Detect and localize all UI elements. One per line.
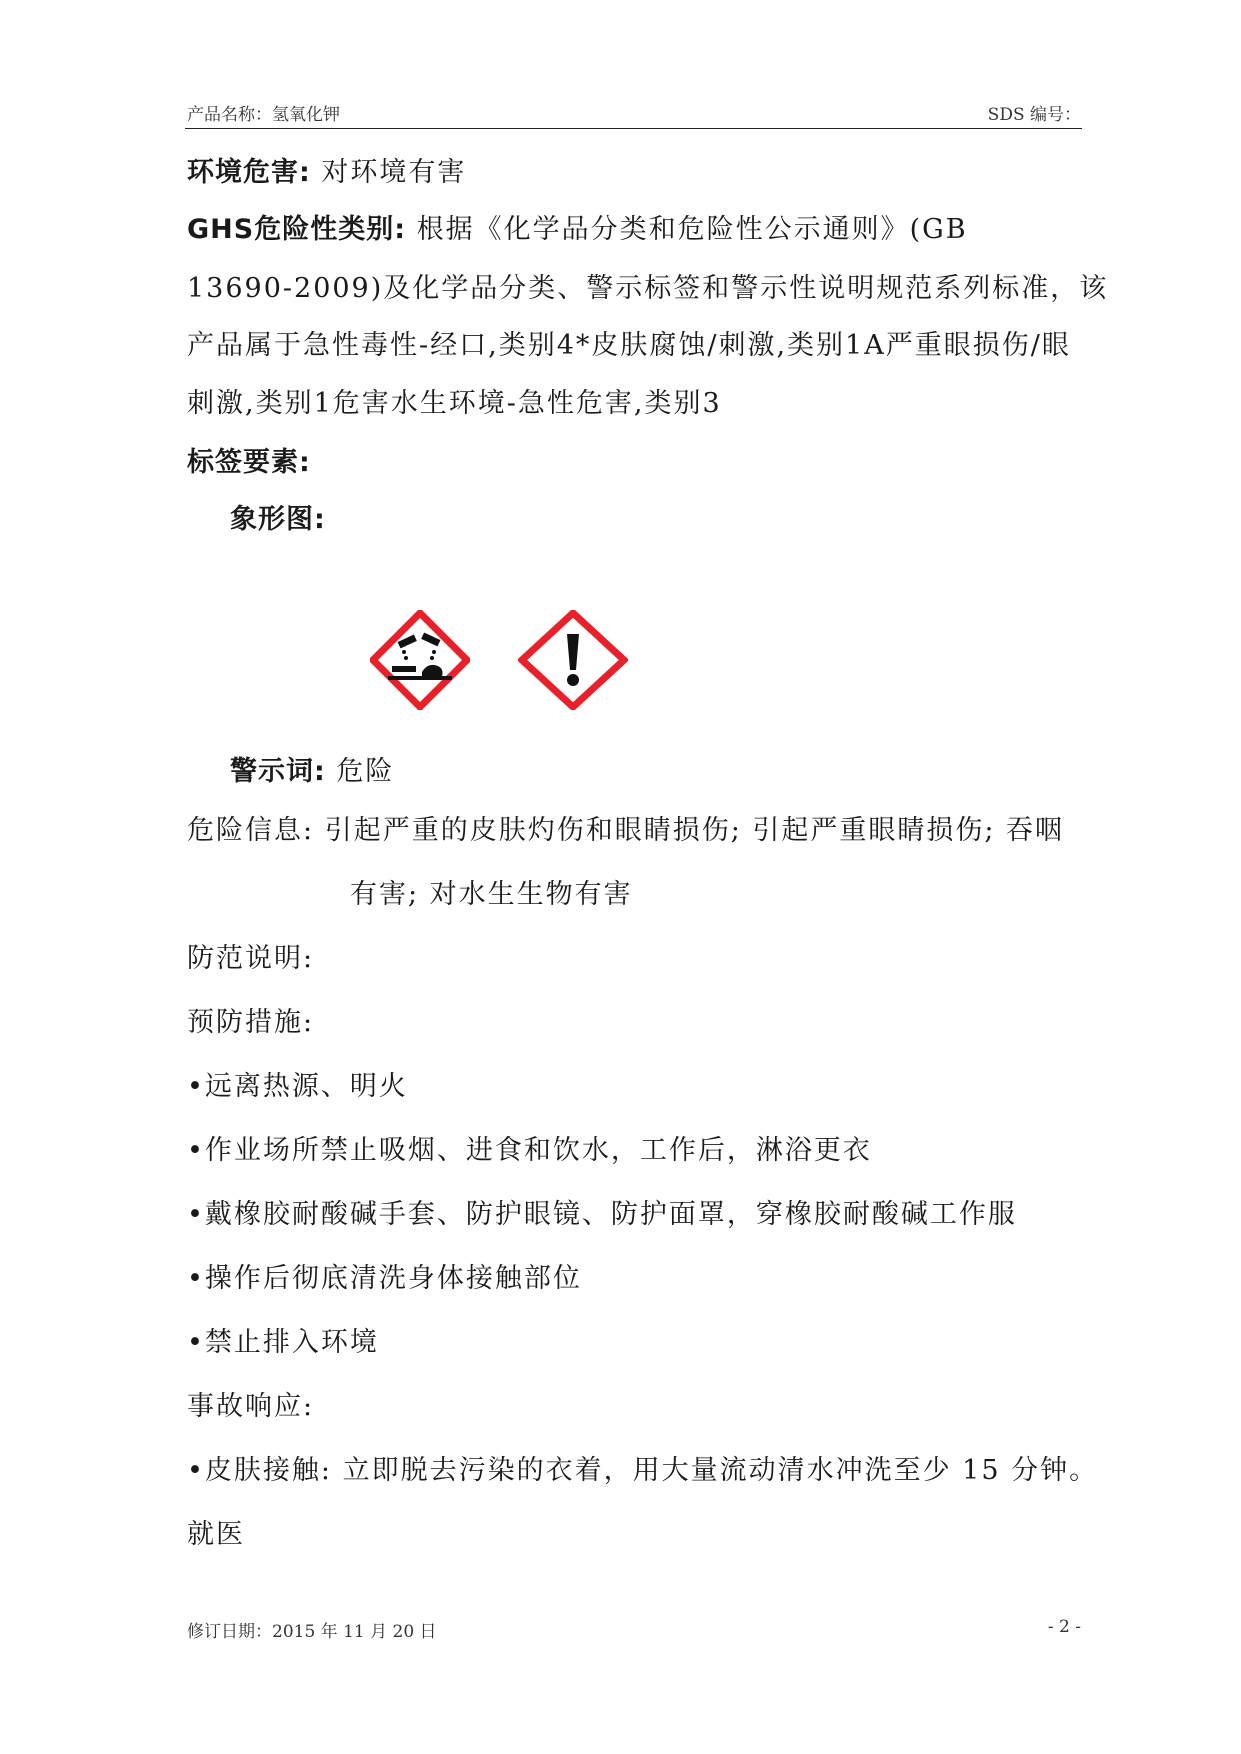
list-item: •操作后彻底清洗身体接触部位 (187, 1263, 582, 1294)
environment-hazard-value: 对环境有害 (321, 157, 467, 188)
corrosion-pictogram-icon (370, 610, 470, 714)
ghs-text-line2: 13690-2009)及化学品分类、警示标签和警示性说明规范系列标准，该 (187, 273, 1109, 304)
ghs-text-line3: 产品属于急性毒性-经口,类别4*皮肤腐蚀/刺激,类别1A严重眼损伤/眼 (187, 330, 1071, 361)
ghs-row (187, 207, 968, 246)
header-sds-number: SDS 编号： (987, 105, 1081, 125)
list-item: •远离热源、明火 (187, 1071, 408, 1102)
signal-word-label: 警示词: (230, 756, 326, 787)
prevention-heading: 预防措施: (187, 1007, 315, 1038)
ghs-text-line1: 根据《化学品分类和危险性公示通则》(GB (416, 214, 968, 245)
skin-contact-line2: 就医 (187, 1519, 245, 1550)
hazard-info-line2: 有害; 对水生生物有害 (350, 879, 633, 910)
exclamation-pictogram-icon (518, 610, 628, 714)
ghs-label: GHS危险性类别: (187, 214, 407, 245)
environment-hazard-label: 环境危害: (187, 157, 311, 188)
footer-revision-date: 修订日期：2015 年 11 月 20 日 (187, 1622, 437, 1642)
footer-page-number: - 2 - (1047, 1617, 1081, 1637)
hazard-info-row (187, 808, 1064, 847)
signal-word-value: 危险 (336, 756, 395, 787)
list-item: •禁止排入环境 (187, 1327, 379, 1358)
hazard-info-line1: 引起严重的皮肤灼伤和眼睛损伤; 引起严重眼睛损伤; 吞咽 (324, 815, 1065, 846)
precautions-heading: 防范说明: (187, 943, 315, 974)
ghs-text-line4: 刺激,类别1危害水生环境-急性危害,类别3 (187, 388, 722, 419)
signal-word-row (230, 749, 394, 788)
skin-contact-line1: •皮肤接触: 立即脱去污染的衣着，用大量流动清水冲洗至少 15 分钟。 (187, 1455, 1099, 1486)
list-item: •作业场所禁止吸烟、进食和饮水，工作后，淋浴更衣 (187, 1135, 872, 1166)
response-heading: 事故响应: (187, 1391, 315, 1422)
environment-hazard-row (187, 150, 466, 189)
hazard-info-label: 危险信息: (187, 815, 315, 846)
header-product-name: 产品名称：氢氧化钾 (187, 105, 340, 125)
header-divider (185, 128, 1082, 129)
label-elements-heading: 标签要素: (187, 447, 311, 478)
pictogram-heading: 象形图: (230, 504, 326, 535)
list-item: •戴橡胶耐酸碱手套、防护眼镜、防护面罩，穿橡胶耐酸碱工作服 (187, 1199, 1017, 1230)
